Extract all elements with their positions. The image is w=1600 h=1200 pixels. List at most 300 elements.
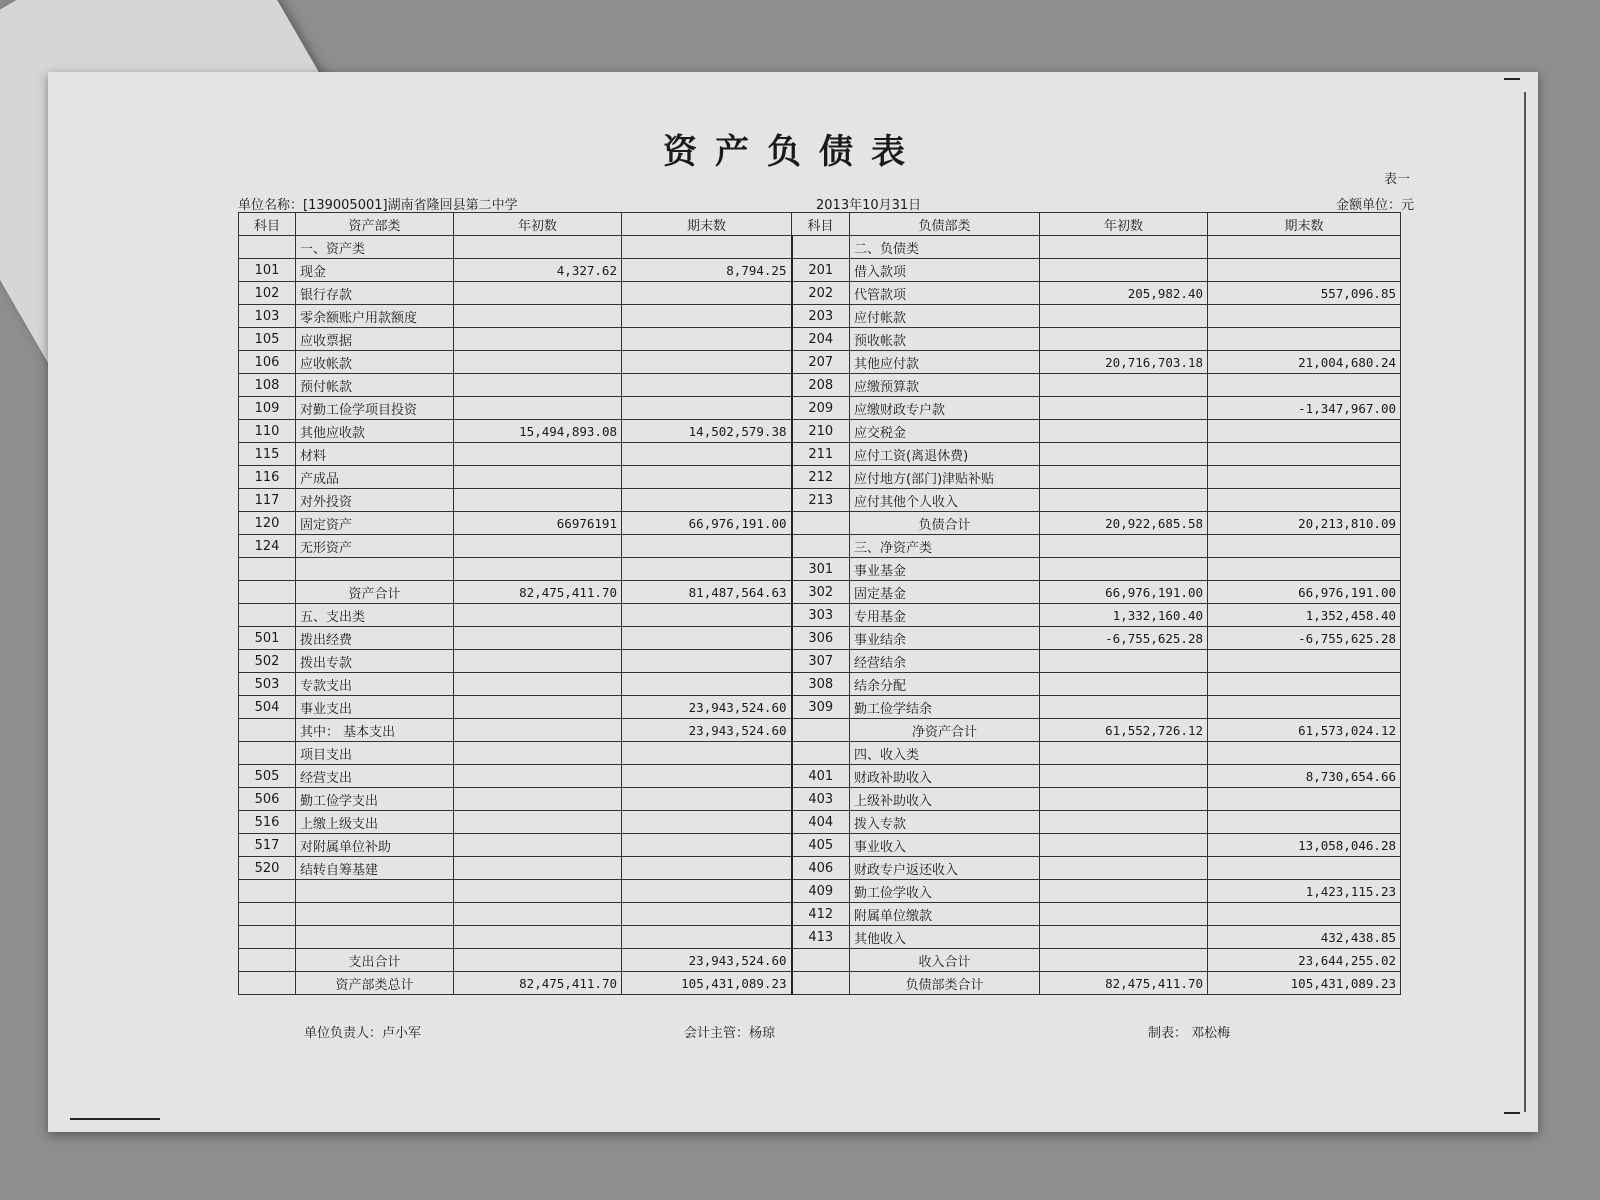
asset-code-cell: 120 (239, 512, 296, 535)
accountant-signature: 会计主管：杨琼 (684, 1026, 776, 1041)
liability-name-cell: 其他应付款 (850, 351, 1040, 374)
asset-code-cell: 103 (239, 305, 296, 328)
asset-end-cell: 23,943,524.60 (622, 719, 792, 742)
liability-name-cell: 经营结余 (850, 650, 1040, 673)
liability-begin-cell (1040, 811, 1208, 834)
asset-code-cell: 110 (239, 420, 296, 443)
asset-begin-cell: 4,327.62 (454, 259, 622, 282)
table-row (239, 972, 1401, 995)
asset-end-cell (622, 558, 792, 581)
liability-end-cell (1208, 328, 1401, 351)
liability-code-cell: 303 (792, 604, 850, 627)
table-row (239, 696, 1401, 719)
asset-code-cell: 106 (239, 351, 296, 374)
asset-begin-cell (454, 696, 622, 719)
asset-begin-cell (454, 765, 622, 788)
liability-name-cell: 财政补助收入 (850, 765, 1040, 788)
asset-end-cell (622, 811, 792, 834)
liability-begin-cell (1040, 558, 1208, 581)
asset-code-cell (239, 972, 296, 995)
liability-begin-cell (1040, 374, 1208, 397)
liability-code-cell: 403 (792, 788, 850, 811)
liability-begin-cell (1040, 259, 1208, 282)
asset-name-cell: 结转自筹基建 (296, 857, 454, 880)
asset-name-cell: 一、资产类 (296, 236, 454, 259)
table-row (239, 650, 1401, 673)
asset-end-cell (622, 328, 792, 351)
liability-begin-cell (1040, 696, 1208, 719)
asset-begin-cell (454, 328, 622, 351)
asset-end-cell (622, 765, 792, 788)
asset-name-cell: 固定资产 (296, 512, 454, 535)
asset-name-cell: 现金 (296, 259, 454, 282)
liability-name-cell: 应缴财政专户款 (850, 397, 1040, 420)
liability-end-cell: -6,755,625.28 (1208, 627, 1401, 650)
asset-name-cell (296, 903, 454, 926)
asset-name-cell: 银行存款 (296, 282, 454, 305)
asset-begin-cell (454, 880, 622, 903)
asset-name-cell: 经营支出 (296, 765, 454, 788)
asset-end-cell (622, 742, 792, 765)
liability-name-cell: 事业基金 (850, 558, 1040, 581)
header-begin: 年初数 (454, 213, 622, 236)
asset-end-cell (622, 604, 792, 627)
balance-sheet-table (238, 212, 1401, 995)
asset-name-cell: 无形资产 (296, 535, 454, 558)
asset-end-cell (622, 466, 792, 489)
asset-end-cell (622, 673, 792, 696)
asset-begin-cell (454, 397, 622, 420)
form-number: 表一 (1383, 172, 1410, 187)
liability-code-cell (792, 719, 850, 742)
asset-code-cell (239, 742, 296, 765)
liability-code-cell: 409 (792, 880, 850, 903)
table-row (239, 236, 1401, 259)
asset-name-cell (296, 926, 454, 949)
liability-name-cell: 收入合计 (850, 949, 1040, 972)
asset-name-cell: 对附属单位补助 (296, 834, 454, 857)
asset-end-cell (622, 535, 792, 558)
asset-code-cell: 503 (239, 673, 296, 696)
asset-begin-cell (454, 673, 622, 696)
liability-name-cell: 负债合计 (850, 512, 1040, 535)
liability-end-cell (1208, 489, 1401, 512)
asset-code-cell (239, 880, 296, 903)
asset-begin-cell: 15,494,893.08 (454, 420, 622, 443)
table-row (239, 351, 1401, 374)
asset-end-cell: 66,976,191.00 (622, 512, 792, 535)
liability-code-cell: 210 (792, 420, 850, 443)
liability-name-cell: 预收帐款 (850, 328, 1040, 351)
table-row (239, 535, 1401, 558)
asset-name-cell: 材料 (296, 443, 454, 466)
table-row (239, 443, 1401, 466)
liability-begin-cell (1040, 742, 1208, 765)
table-row (239, 880, 1401, 903)
liability-name-cell: 应交税金 (850, 420, 1040, 443)
liability-begin-cell: -6,755,625.28 (1040, 627, 1208, 650)
asset-name-cell: 对外投资 (296, 489, 454, 512)
asset-end-cell (622, 650, 792, 673)
header-begin-2: 年初数 (1040, 213, 1208, 236)
asset-code-cell: 505 (239, 765, 296, 788)
liability-end-cell (1208, 236, 1401, 259)
asset-name-cell: 上缴上级支出 (296, 811, 454, 834)
table-row (239, 765, 1401, 788)
liability-code-cell: 405 (792, 834, 850, 857)
liability-name-cell: 上级补助收入 (850, 788, 1040, 811)
asset-code-cell (239, 903, 296, 926)
liability-code-cell: 209 (792, 397, 850, 420)
liability-begin-cell (1040, 949, 1208, 972)
liability-begin-cell (1040, 788, 1208, 811)
organization-name: 单位名称：[139005001]湖南省隆回县第二中学 (238, 198, 518, 213)
liability-name-cell: 二、负债类 (850, 236, 1040, 259)
asset-begin-cell (454, 834, 622, 857)
liability-begin-cell (1040, 765, 1208, 788)
asset-name-cell: 产成品 (296, 466, 454, 489)
liability-begin-cell: 66,976,191.00 (1040, 581, 1208, 604)
header-end: 期末数 (622, 213, 792, 236)
liability-end-cell (1208, 857, 1401, 880)
asset-end-cell (622, 880, 792, 903)
asset-code-cell: 124 (239, 535, 296, 558)
liability-code-cell: 204 (792, 328, 850, 351)
liability-end-cell (1208, 742, 1401, 765)
report-date: 2013年10月31日 (816, 198, 922, 213)
asset-name-cell: 资产合计 (296, 581, 454, 604)
document-title: 资产负债表 (663, 132, 923, 172)
asset-end-cell (622, 351, 792, 374)
liability-end-cell (1208, 443, 1401, 466)
asset-name-cell: 专款支出 (296, 673, 454, 696)
liability-begin-cell (1040, 397, 1208, 420)
liability-code-cell: 307 (792, 650, 850, 673)
liability-name-cell: 拨入专款 (850, 811, 1040, 834)
asset-begin-cell: 66976191 (454, 512, 622, 535)
asset-name-cell: 对勤工俭学项目投资 (296, 397, 454, 420)
asset-end-cell: 23,943,524.60 (622, 949, 792, 972)
asset-code-cell (239, 719, 296, 742)
liability-code-cell: 308 (792, 673, 850, 696)
asset-code-cell: 502 (239, 650, 296, 673)
table-row (239, 397, 1401, 420)
liability-begin-cell (1040, 673, 1208, 696)
asset-end-cell (622, 305, 792, 328)
asset-name-cell: 拨出经费 (296, 627, 454, 650)
asset-begin-cell (454, 719, 622, 742)
liability-end-cell: 1,423,115.23 (1208, 880, 1401, 903)
liability-begin-cell: 205,982.40 (1040, 282, 1208, 305)
asset-begin-cell (454, 443, 622, 466)
table-row (239, 742, 1401, 765)
asset-code-cell (239, 558, 296, 581)
asset-end-cell: 8,794.25 (622, 259, 792, 282)
asset-begin-cell (454, 811, 622, 834)
liability-code-cell (792, 742, 850, 765)
liability-begin-cell (1040, 535, 1208, 558)
asset-name-cell: 支出合计 (296, 949, 454, 972)
asset-code-cell (239, 926, 296, 949)
liability-name-cell: 应付帐款 (850, 305, 1040, 328)
liability-name-cell: 事业结余 (850, 627, 1040, 650)
asset-begin-cell (454, 351, 622, 374)
liability-begin-cell (1040, 305, 1208, 328)
asset-begin-cell (454, 857, 622, 880)
asset-end-cell (622, 627, 792, 650)
liability-begin-cell: 61,552,726.12 (1040, 719, 1208, 742)
asset-name-cell: 其他应收款 (296, 420, 454, 443)
liability-code-cell: 301 (792, 558, 850, 581)
liability-end-cell: 23,644,255.02 (1208, 949, 1401, 972)
table-row (239, 604, 1401, 627)
liability-begin-cell (1040, 834, 1208, 857)
asset-begin-cell (454, 742, 622, 765)
liability-begin-cell (1040, 466, 1208, 489)
asset-begin-cell (454, 949, 622, 972)
table-row (239, 719, 1401, 742)
liability-end-cell (1208, 650, 1401, 673)
asset-name-cell (296, 558, 454, 581)
liability-name-cell: 勤工俭学收入 (850, 880, 1040, 903)
asset-code-cell: 116 (239, 466, 296, 489)
liability-code-cell: 201 (792, 259, 850, 282)
asset-end-cell: 23,943,524.60 (622, 696, 792, 719)
asset-code-cell: 102 (239, 282, 296, 305)
liability-code-cell: 412 (792, 903, 850, 926)
liability-end-cell: 105,431,089.23 (1208, 972, 1401, 995)
liability-end-cell: 13,058,046.28 (1208, 834, 1401, 857)
liability-begin-cell (1040, 926, 1208, 949)
asset-end-cell (622, 236, 792, 259)
liability-code-cell: 211 (792, 443, 850, 466)
liability-name-cell: 三、净资产类 (850, 535, 1040, 558)
asset-begin-cell (454, 627, 622, 650)
liability-begin-cell: 20,922,685.58 (1040, 512, 1208, 535)
liability-end-cell (1208, 903, 1401, 926)
liability-begin-cell (1040, 903, 1208, 926)
table-row (239, 627, 1401, 650)
table-row (239, 903, 1401, 926)
asset-end-cell (622, 857, 792, 880)
liability-name-cell: 结余分配 (850, 673, 1040, 696)
liability-name-cell: 四、收入类 (850, 742, 1040, 765)
liability-code-cell: 404 (792, 811, 850, 834)
asset-code-cell (239, 581, 296, 604)
asset-end-cell (622, 282, 792, 305)
liability-begin-cell (1040, 650, 1208, 673)
liability-code-cell (792, 949, 850, 972)
table-row (239, 581, 1401, 604)
table-wrapper (238, 212, 1400, 995)
header-row (239, 213, 1401, 236)
asset-begin-cell (454, 535, 622, 558)
asset-name-cell: 勤工俭学支出 (296, 788, 454, 811)
liability-code-cell: 306 (792, 627, 850, 650)
header-liability-category: 负债部类 (850, 213, 1040, 236)
asset-end-cell: 105,431,089.23 (622, 972, 792, 995)
asset-code-cell: 504 (239, 696, 296, 719)
liability-name-cell: 应付其他个人收入 (850, 489, 1040, 512)
table-row (239, 489, 1401, 512)
balance-sheet-page (48, 72, 1538, 1132)
liability-end-cell: 1,352,458.40 (1208, 604, 1401, 627)
asset-name-cell: 拨出专款 (296, 650, 454, 673)
header-end-2: 期末数 (1208, 213, 1401, 236)
liability-end-cell: 8,730,654.66 (1208, 765, 1401, 788)
liability-end-cell (1208, 558, 1401, 581)
corner-mark (1504, 78, 1520, 80)
table-row (239, 834, 1401, 857)
table-row (239, 512, 1401, 535)
liability-name-cell: 借入款项 (850, 259, 1040, 282)
asset-begin-cell (454, 788, 622, 811)
asset-code-cell (239, 236, 296, 259)
amount-unit: 金额单位：元 (1335, 198, 1414, 213)
liability-begin-cell (1040, 443, 1208, 466)
liability-name-cell: 事业收入 (850, 834, 1040, 857)
asset-end-cell (622, 834, 792, 857)
liability-begin-cell (1040, 857, 1208, 880)
liability-name-cell: 净资产合计 (850, 719, 1040, 742)
liability-end-cell (1208, 305, 1401, 328)
liability-end-cell: 432,438.85 (1208, 926, 1401, 949)
liability-code-cell (792, 535, 850, 558)
liability-end-cell (1208, 259, 1401, 282)
asset-end-cell (622, 374, 792, 397)
asset-end-cell (622, 397, 792, 420)
liability-end-cell: 20,213,810.09 (1208, 512, 1401, 535)
liability-code-cell (792, 512, 850, 535)
table-row (239, 420, 1401, 443)
liability-end-cell (1208, 696, 1401, 719)
liability-end-cell (1208, 811, 1401, 834)
table-row (239, 374, 1401, 397)
liability-code-cell: 212 (792, 466, 850, 489)
asset-code-cell: 105 (239, 328, 296, 351)
header-code-2: 科目 (792, 213, 850, 236)
liability-end-cell (1208, 374, 1401, 397)
asset-name-cell: 应收票据 (296, 328, 454, 351)
table-row (239, 282, 1401, 305)
asset-name-cell: 其中： 基本支出 (296, 719, 454, 742)
asset-begin-cell (454, 305, 622, 328)
liability-code-cell: 207 (792, 351, 850, 374)
asset-code-cell (239, 949, 296, 972)
liability-code-cell: 302 (792, 581, 850, 604)
liability-end-cell: 557,096.85 (1208, 282, 1401, 305)
asset-code-cell: 109 (239, 397, 296, 420)
liability-code-cell: 213 (792, 489, 850, 512)
liability-code-cell (792, 972, 850, 995)
liability-code-cell: 202 (792, 282, 850, 305)
asset-name-cell: 资产部类总计 (296, 972, 454, 995)
liability-end-cell: -1,347,967.00 (1208, 397, 1401, 420)
liability-name-cell: 其他收入 (850, 926, 1040, 949)
asset-name-cell: 五、支出类 (296, 604, 454, 627)
asset-name-cell: 应收帐款 (296, 351, 454, 374)
liability-name-cell: 代管款项 (850, 282, 1040, 305)
liability-end-cell (1208, 420, 1401, 443)
liability-name-cell: 固定基金 (850, 581, 1040, 604)
asset-begin-cell (454, 466, 622, 489)
liability-code-cell: 406 (792, 857, 850, 880)
asset-begin-cell (454, 282, 622, 305)
liability-begin-cell: 82,475,411.70 (1040, 972, 1208, 995)
corner-mark (1504, 1112, 1520, 1114)
asset-code-cell: 517 (239, 834, 296, 857)
asset-code-cell: 108 (239, 374, 296, 397)
table-body (239, 236, 1401, 995)
asset-begin-cell: 82,475,411.70 (454, 581, 622, 604)
liability-end-cell: 21,004,680.24 (1208, 351, 1401, 374)
liability-end-cell: 61,573,024.12 (1208, 719, 1401, 742)
asset-name-cell: 零余额账户用款额度 (296, 305, 454, 328)
liability-begin-cell (1040, 489, 1208, 512)
liability-end-cell (1208, 673, 1401, 696)
asset-begin-cell (454, 650, 622, 673)
liability-begin-cell: 1,332,160.40 (1040, 604, 1208, 627)
table-row (239, 788, 1401, 811)
corner-mark (70, 1118, 160, 1120)
liability-end-cell (1208, 466, 1401, 489)
asset-begin-cell (454, 558, 622, 581)
liability-name-cell: 应付地方(部门)津贴补贴 (850, 466, 1040, 489)
asset-name-cell: 项目支出 (296, 742, 454, 765)
table-row (239, 857, 1401, 880)
unit-head-signature: 单位负责人：卢小军 (304, 1026, 422, 1041)
asset-begin-cell: 82,475,411.70 (454, 972, 622, 995)
asset-code-cell: 506 (239, 788, 296, 811)
liability-begin-cell: 20,716,703.18 (1040, 351, 1208, 374)
preparer-signature: 制表： 邓松梅 (1148, 1026, 1231, 1041)
liability-name-cell: 应缴预算款 (850, 374, 1040, 397)
liability-code-cell: 401 (792, 765, 850, 788)
table-row (239, 259, 1401, 282)
table-row (239, 949, 1401, 972)
asset-name-cell (296, 880, 454, 903)
asset-end-cell (622, 443, 792, 466)
table-row (239, 466, 1401, 489)
asset-code-cell: 520 (239, 857, 296, 880)
asset-code-cell (239, 604, 296, 627)
table-row (239, 328, 1401, 351)
liability-begin-cell (1040, 880, 1208, 903)
liability-end-cell (1208, 788, 1401, 811)
asset-code-cell: 101 (239, 259, 296, 282)
liability-name-cell: 勤工俭学结余 (850, 696, 1040, 719)
table-row (239, 305, 1401, 328)
liability-end-cell: 66,976,191.00 (1208, 581, 1401, 604)
liability-name-cell: 应付工资(离退休费) (850, 443, 1040, 466)
header-code: 科目 (239, 213, 296, 236)
asset-end-cell: 14,502,579.38 (622, 420, 792, 443)
asset-end-cell (622, 489, 792, 512)
liability-code-cell: 208 (792, 374, 850, 397)
liability-name-cell: 附属单位缴款 (850, 903, 1040, 926)
liability-name-cell: 负债部类合计 (850, 972, 1040, 995)
liability-code-cell: 413 (792, 926, 850, 949)
liability-begin-cell (1040, 236, 1208, 259)
asset-begin-cell (454, 489, 622, 512)
asset-begin-cell (454, 903, 622, 926)
asset-code-cell: 516 (239, 811, 296, 834)
liability-code-cell: 309 (792, 696, 850, 719)
asset-begin-cell (454, 604, 622, 627)
header-asset-category: 资产部类 (296, 213, 454, 236)
liability-end-cell (1208, 535, 1401, 558)
asset-name-cell: 事业支出 (296, 696, 454, 719)
